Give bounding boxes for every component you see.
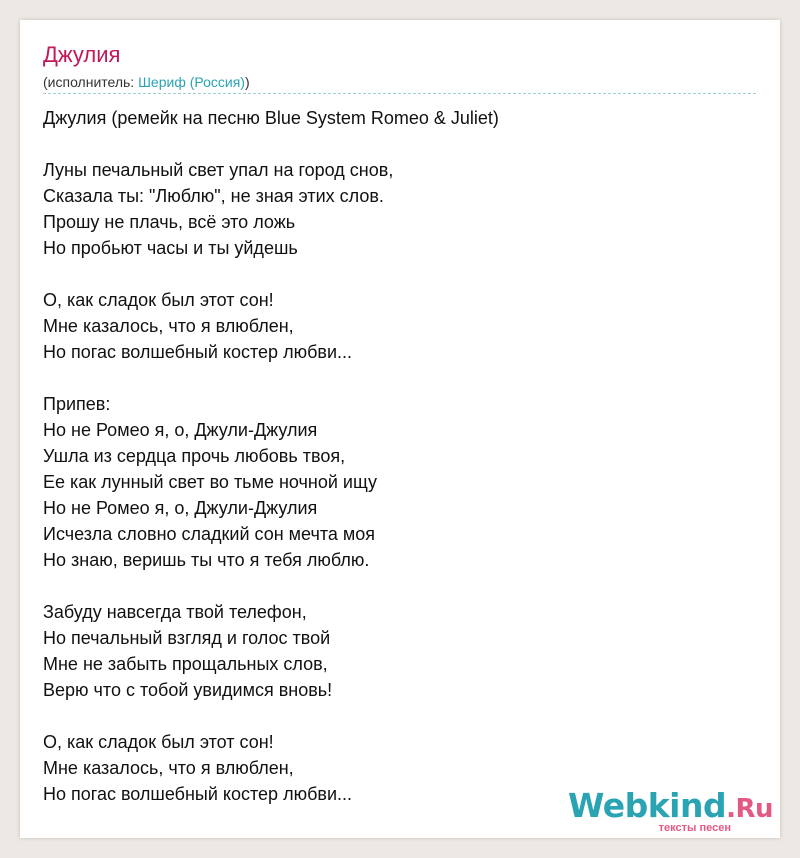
artist-line: [43, 74, 250, 90]
lyric-line: Припев:: [43, 394, 111, 414]
lyric-line: Но знаю, веришь ты что я тебя люблю.: [43, 550, 370, 570]
lyric-line: Верю что с тобой увидимся вновь!: [43, 680, 333, 700]
logo-wordmark: [568, 786, 773, 825]
lyric-line: Прошу не плачь, всё это ложь: [43, 212, 296, 232]
lyrics-card: [20, 20, 780, 838]
lyric-line: Мне казалось, что я влюблен,: [43, 758, 294, 778]
title-divider: [43, 93, 756, 94]
logo-tld: .Ru: [726, 794, 773, 824]
lyric-line: Ее как лунный свет во тьме ночной ищу: [43, 472, 377, 492]
lyric-line: Но печальный взгляд и голос твой: [43, 628, 331, 648]
logo-tagline: тексты песен: [658, 822, 731, 834]
lyrics-text: [43, 105, 756, 807]
stanza-break: [43, 131, 756, 157]
lyric-line: Ушла из сердца прочь любовь твоя,: [43, 446, 346, 466]
lyric-line: Но не Ромео я, о, Джули-Джулия: [43, 498, 318, 518]
artist-suffix: ): [244, 74, 250, 90]
lyric-line: Мне не забыть прощальных слов,: [43, 654, 328, 674]
lyric-line: Сказала ты: "Люблю", не зная этих слов.: [43, 186, 384, 206]
song-title: Джулия: [43, 42, 121, 67]
lyric-line: Но не Ромео я, о, Джули-Джулия: [43, 420, 318, 440]
lyric-line: Джулия (ремейк на песню Blue System Romeo & Juliet): [43, 108, 499, 128]
lyric-line: Забуду навсегда твой телефон,: [43, 602, 307, 622]
lyric-line: Мне казалось, что я влюблен,: [43, 316, 294, 336]
stanza-break: [43, 261, 756, 287]
artist-link[interactable]: Шериф (Россия): [138, 74, 245, 90]
lyric-line: О, как сладок был этот сон!: [43, 290, 274, 310]
lyric-line: Луны печальный свет упал на город снов,: [43, 160, 394, 180]
lyric-line: Исчезла словно сладкий сон мечта моя: [43, 524, 376, 544]
stanza-break: [43, 365, 756, 391]
webkind-logo: [567, 786, 773, 836]
lyric-line: О, как сладок был этот сон!: [43, 732, 274, 752]
lyric-line: Но погас волшебный костер любви...: [43, 784, 353, 804]
stanza-break: [43, 703, 756, 729]
artist-prefix: (исполнитель:: [43, 74, 139, 90]
lyric-line: Но пробьют часы и ты уйдешь: [43, 238, 298, 258]
logo-brand: Webkind: [567, 786, 727, 825]
lyric-line: Но погас волшебный костер любви...: [43, 342, 353, 362]
stanza-break: [43, 573, 756, 599]
